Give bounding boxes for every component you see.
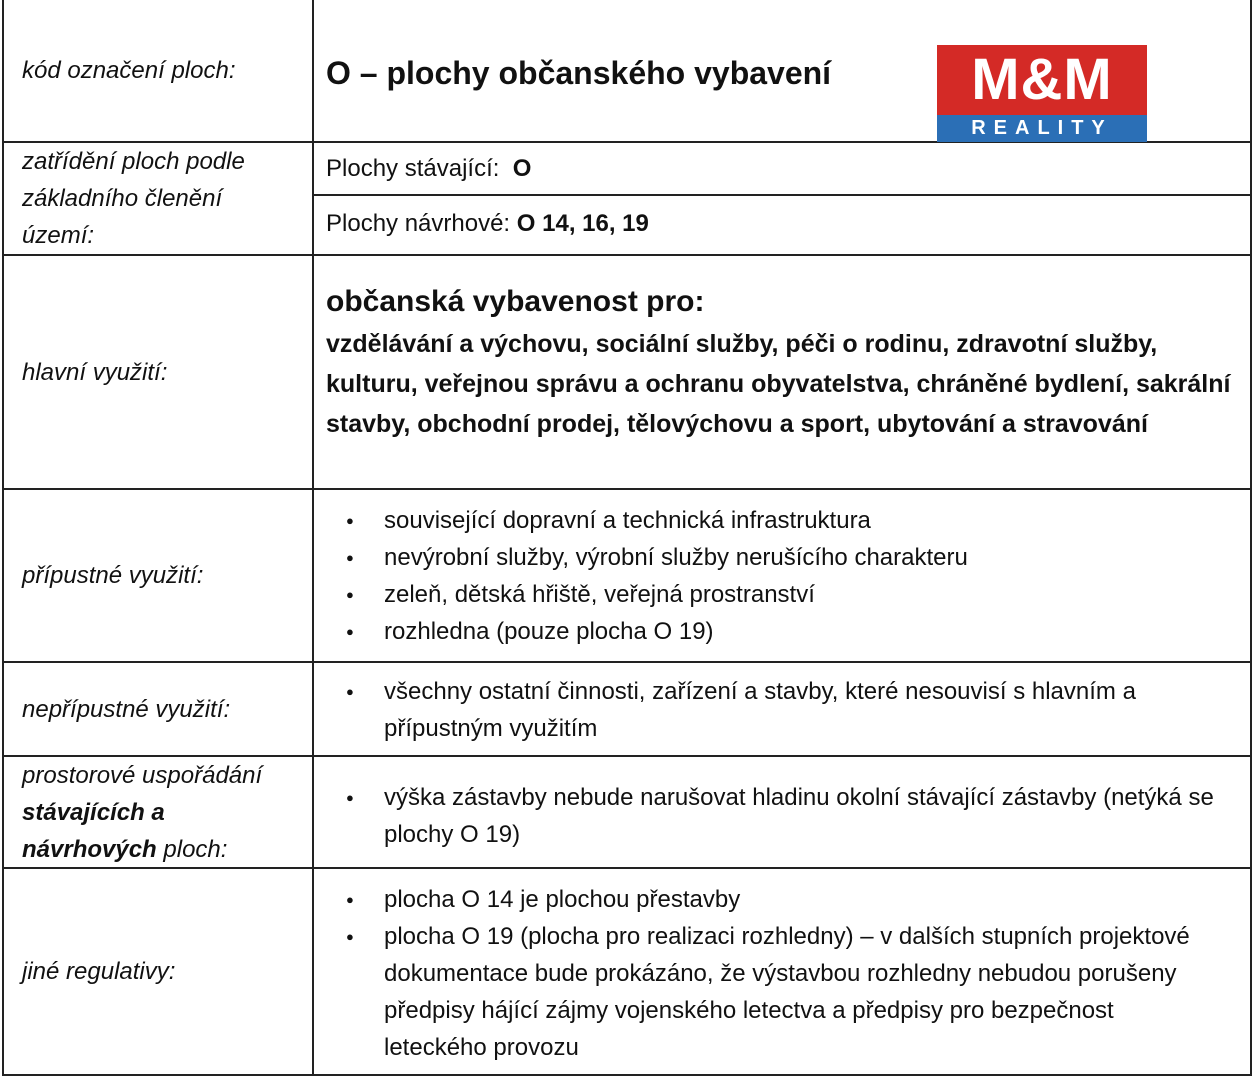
row-jine [4, 869, 1250, 1074]
label-prostorove [4, 757, 314, 867]
row-hlavni [4, 256, 1250, 490]
row-kod [4, 0, 1250, 143]
list-item: ● nevýrobní služby, výrobní služby nerušícího charakteru [326, 539, 1238, 576]
label-jine: jiné regulativy: [4, 869, 314, 1074]
value-zatrideni [314, 143, 1250, 254]
stavajici-value: O [512, 154, 532, 182]
value-hlavni [314, 256, 1250, 488]
jine-list [326, 881, 1190, 1066]
list-item: ● související dopravní a technická infrastruktura [326, 502, 1238, 539]
list-item: ● všechny ostatní činnosti, zařízení a stavby, které nesouvisí s hlavním a přípustným využitím [326, 673, 1230, 747]
section-title: O – plochy občanského vybavení [326, 55, 832, 91]
plochy-stavajici [314, 143, 1250, 196]
navrhove-value: O 14, 16, 19 [516, 210, 649, 237]
hlavni-heading: občanská vybavenost pro: [326, 285, 705, 318]
label-hlavni: hlavní využití: [4, 256, 314, 488]
row-prostorove [4, 757, 1250, 869]
hlavni-text: vzdělávání a výchovu, sociální služby, péči o rodinu, zdravotní služby, kulturu, veřejnou správu a ochranu obyvatelstva, chráněné bydlení, sakrální stavby, obchodní prodej, tělovýchovu a sport, ubytování a stravování [326, 330, 1231, 438]
prostorove-label-part1: prostorové uspořádání [22, 761, 263, 789]
row-nepripustne [4, 663, 1250, 757]
hlavni-content [326, 280, 1246, 444]
prostorove-label-bold1: stávajících a [22, 798, 165, 826]
pripustne-list [326, 502, 1238, 650]
prostorove-list [326, 779, 1230, 853]
list-item: ● rozhledna (pouze plocha O 19) [326, 613, 1238, 650]
prostorove-label-bold2: návrhových [22, 835, 157, 863]
list-item: ● plocha O 14 je plochou přestavby [326, 881, 1190, 918]
stavajici-label: Plochy stávající: [326, 154, 500, 182]
list-item: ● výška zástavby nebude narušovat hladinu okolní stávající zástavby (netýká se plochy O 19) [326, 779, 1230, 853]
list-item: ● zeleň, dětská hřiště, veřejná prostranství [326, 576, 1238, 613]
value-jine [314, 869, 1250, 1074]
row-zatrideni [4, 143, 1250, 256]
regulation-table [2, 0, 1252, 1076]
label-nepripustne: nepřípustné využití: [4, 663, 314, 755]
value-pripustne [314, 490, 1250, 661]
list-item: ● plocha O 19 (plocha pro realizaci rozhledny) – v dalších stupních projektové dokumentace bude prokázáno, že výstavbou rozhledny nebudou porušeny předpisy hájící zájmy vojenského letectva a předpisy pro bezpečnost leteckého provozu [326, 918, 1190, 1066]
prostorove-label-part2: ploch: [163, 835, 228, 863]
navrhove-label: Plochy návrhové: [326, 210, 511, 237]
label-kod: kód označení ploch: [4, 0, 314, 141]
value-nepripustne [314, 663, 1250, 755]
mm-reality-logo [937, 45, 1147, 142]
label-pripustne: přípustné využití: [4, 490, 314, 661]
nepripustne-list [326, 673, 1230, 747]
label-zatrideni: zatřídění ploch podle základního členění území: [4, 143, 314, 254]
value-prostorove [314, 757, 1250, 867]
logo-mark: M&M [937, 45, 1147, 115]
value-kod [314, 0, 1250, 141]
row-pripustne [4, 490, 1250, 663]
logo-wordmark: REALITY [937, 115, 1147, 142]
plochy-navrhove [314, 194, 1250, 254]
